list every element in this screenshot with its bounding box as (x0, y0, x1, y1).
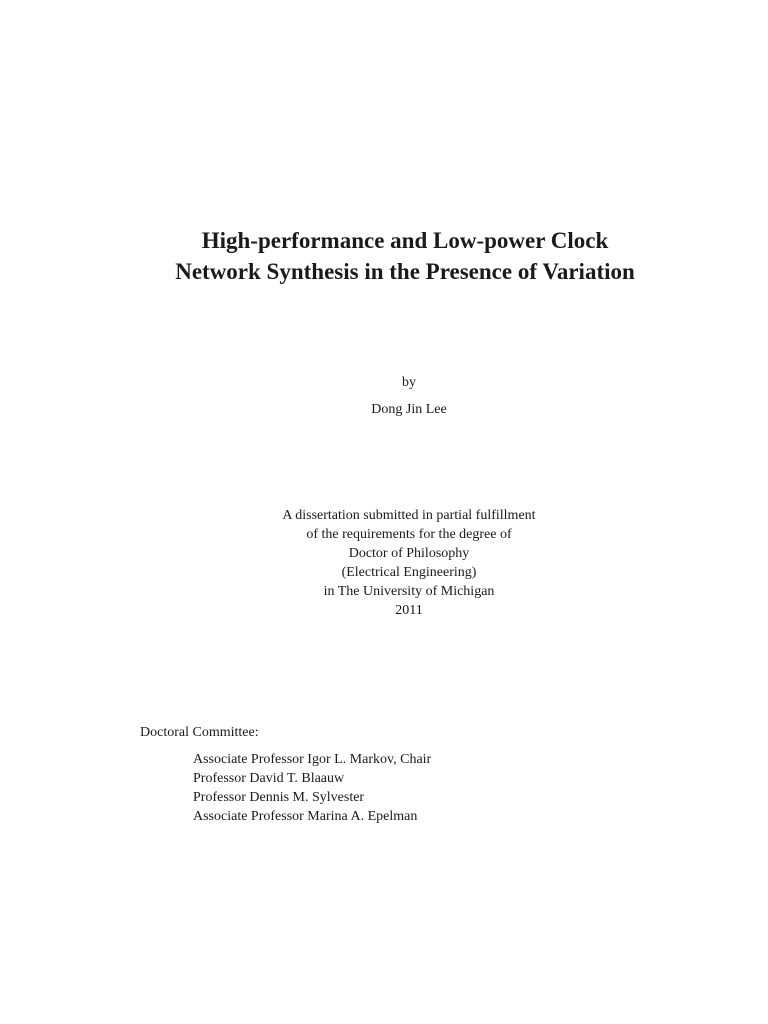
degree-name: Doctor of Philosophy (348, 546, 470, 561)
committee-member: Associate Professor Igor L. Markov, Chair (193, 752, 432, 767)
department-name: (Electrical Engineering) (341, 565, 477, 580)
degree-year: 2011 (395, 603, 423, 618)
committee-list (193, 750, 431, 826)
committee-member: Professor Dennis M. Sylvester (193, 790, 365, 805)
statement-line: of the requirements for the degree of (306, 527, 512, 542)
by-label: by (402, 375, 416, 390)
author-name: Dong Jin Lee (371, 402, 447, 417)
committee-member: Professor David T. Blaauw (193, 771, 345, 786)
dissertation-title (0, 225, 768, 287)
statement-line: A dissertation submitted in partial fulfillment (282, 508, 536, 523)
university-name: in The University of Michigan (323, 584, 495, 599)
committee-heading: Doctoral Committee: (140, 725, 259, 740)
title-line-2: Network Synthesis in the Presence of Variation (175, 259, 635, 284)
degree-statement (0, 506, 768, 620)
title-line-1: High-performance and Low-power Clock (201, 228, 609, 253)
committee-member: Associate Professor Marina A. Epelman (193, 809, 418, 824)
